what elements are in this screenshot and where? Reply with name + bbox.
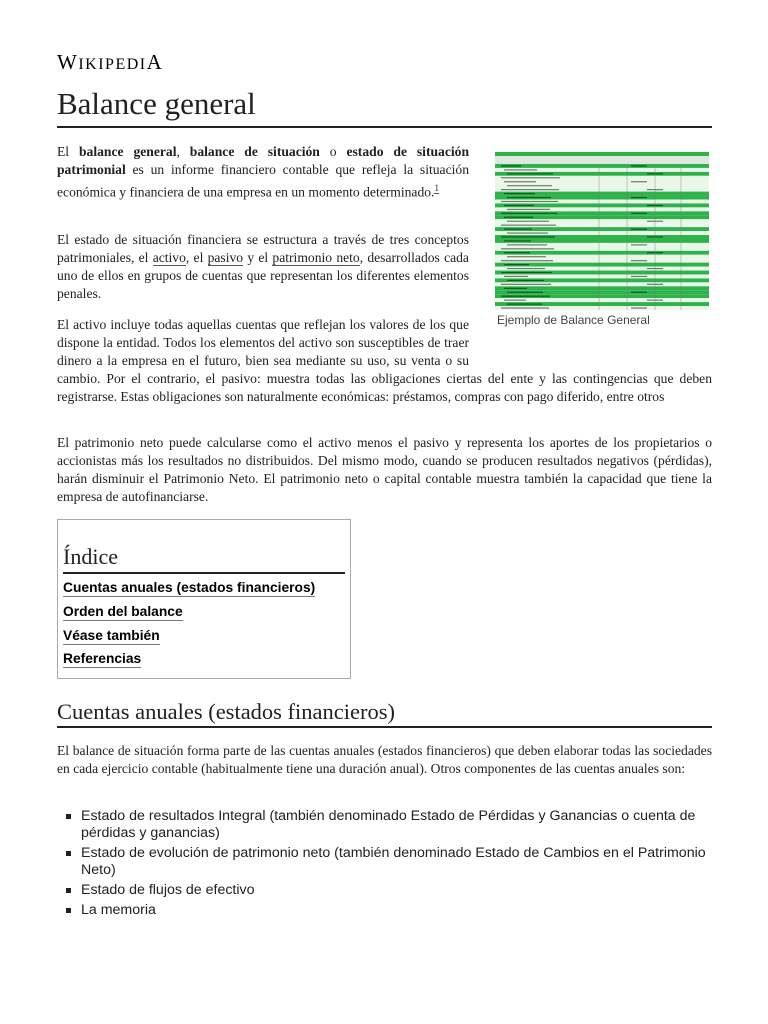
- sheet-row-text: [504, 252, 530, 253]
- sheet-row-text: [504, 264, 529, 265]
- list-item: Estado de resultados Integral (también denominado Estado de Pérdidas y Ganancias o cuenta de pérdidas y ganancias): [57, 808, 712, 842]
- sheet-row-value: [631, 229, 647, 230]
- sheet-row-value: [631, 244, 647, 245]
- sheet-row-value: [631, 307, 647, 308]
- sheet-row-value: [631, 165, 647, 166]
- sheet-row-text: [501, 177, 560, 178]
- list-item: Estado de evolución de patrimonio neto (también denominado Estado de Cambios en el Patrimonio Neto): [57, 845, 712, 879]
- toc-item-vease-tambien[interactable]: Véase también: [63, 628, 160, 643]
- link-pasivo[interactable]: pasivo: [207, 250, 244, 265]
- sheet-row-text: [504, 181, 536, 182]
- sheet-row-value: [631, 213, 647, 214]
- intro-paragraph-4: El patrimonio neto puede calcularse como el activo menos el pasivo y representa los aportes de los propietarios o accionistas más los resultados no distribuidos. Del mismo modo, cuando se producen resultados negativos (pérdidas), harán disminuir el Patrimonio Neto. El patrimonio neto o capital contable muestra también la capacidad que tiene la empresa de autofinanciarse.: [57, 435, 712, 504]
- sheet-row-value: [631, 260, 647, 261]
- sheet-row-text: [507, 197, 551, 198]
- sheet-row-text: [501, 272, 552, 273]
- toc-item-cuentas-anuales[interactable]: Cuentas anuales (estados financieros): [63, 580, 316, 595]
- sheet-row-text: [507, 292, 543, 293]
- sheet-row-text: [504, 288, 527, 289]
- sheet-row: [495, 298, 709, 302]
- sheet-row-text: [504, 300, 526, 301]
- sheet-row-text: [507, 173, 553, 174]
- intro-paragraph-3: El activo incluye todas aquellas cuentas que reflejan los valores de los que dispone la entidad. Todos los elementos del activo son susceptibles de traer dinero a la empresa en el futuro, bien sea mediante su uso, su venta o su cambio. Por el contrario, el pasivo: muestra todas las obligaciones ciertas del ente y las contingencias que deben registrarse. Estas obligaciones son naturalmente económicas: préstamos, compras con pago diferido, entre otros: [57, 317, 712, 404]
- sheet-row-text: [507, 232, 548, 233]
- sheet-row-text: [504, 229, 532, 230]
- sheet-row-text: [507, 244, 547, 245]
- list-item: Estado de flujos de efectivo: [57, 882, 712, 899]
- sheet-row-text: [501, 225, 556, 226]
- sheet-row-text: [501, 248, 554, 249]
- sheet-row: [495, 164, 709, 168]
- sheet-row: [495, 286, 709, 290]
- sheet-row-text: [504, 217, 533, 218]
- reference-link[interactable]: 1: [434, 183, 439, 193]
- wikipedia-wordmark[interactable]: WIKIPEDIA: [57, 50, 164, 74]
- image-caption: Ejemplo de Balance General: [497, 313, 650, 327]
- sheet-row-text: [501, 236, 555, 237]
- sheet-row-text: [504, 276, 528, 277]
- sheet-row-text: [504, 240, 531, 241]
- sheet-row-text: [501, 189, 559, 190]
- sheet-row-text: [501, 284, 551, 285]
- link-activo[interactable]: activo: [152, 250, 186, 265]
- bullet-icon: [66, 888, 71, 893]
- toc-item-orden-del-balance[interactable]: Orden del balance: [63, 604, 183, 619]
- sheet-row-text: [504, 193, 535, 194]
- bullet-icon: [66, 908, 71, 913]
- sheet-row-text: [507, 280, 544, 281]
- table-of-contents: [57, 519, 351, 679]
- sheet-row-value: [631, 292, 647, 293]
- sheet-row-text: [501, 296, 550, 297]
- sheet-row-text: [507, 209, 550, 210]
- sheet-row-text: [501, 213, 557, 214]
- section-paragraph: El balance de situación forma parte de las cuentas anuales (estados financieros) que deben elaborar todas las sociedades en cada ejercicio contable (habitualmente tiene una duración anual). Otros componentes de las cuentas anuales son:: [57, 743, 712, 776]
- sheet-row-value: [631, 181, 647, 182]
- toc-title: Índice: [63, 542, 345, 574]
- bullet-icon: [66, 814, 71, 819]
- sheet-row-text: [501, 307, 549, 308]
- sheet-row-text: [507, 256, 546, 257]
- page-title: Balance general: [57, 84, 712, 128]
- section-heading-cuentas-anuales: Cuentas anuales (estados financieros): [57, 698, 712, 728]
- sheet-row-text: [501, 165, 521, 166]
- toc-item-referencias[interactable]: Referencias: [63, 651, 142, 666]
- sheet-row-text: [507, 303, 542, 304]
- sheet-row-value: [631, 276, 647, 277]
- sheet-row-text: [501, 260, 553, 261]
- intro-paragraph-2: El estado de situación financiera se estructura a través de tres conceptos patrimoniales, el activo, el pasivo y el patrimonio neto, desarrollados cada uno de ellos en grupos de cuentas que representan los diferentes elementos penales.: [57, 232, 469, 301]
- sheet-row-text: [507, 268, 545, 269]
- intro-paragraph-1: El balance general, balance de situación o estado de situación patrimonial es un informe financiero contable que refleja la situación económica y financiera de una empresa en un momento determinado.$^1$: [57, 144, 470, 200]
- balance-sheet-image[interactable]: [495, 152, 709, 310]
- sheet-row-text: [507, 221, 549, 222]
- sheet-row-text: [507, 185, 552, 186]
- components-list: [57, 808, 712, 922]
- sheet-row-text: [504, 169, 537, 170]
- sheet-row-text: [504, 205, 534, 206]
- sheet-row-text: [501, 201, 558, 202]
- sheet-row-value: [631, 197, 647, 198]
- link-patrimonio-neto[interactable]: patrimonio neto: [272, 250, 360, 265]
- list-item: La memoria: [57, 902, 712, 919]
- bullet-icon: [66, 851, 71, 856]
